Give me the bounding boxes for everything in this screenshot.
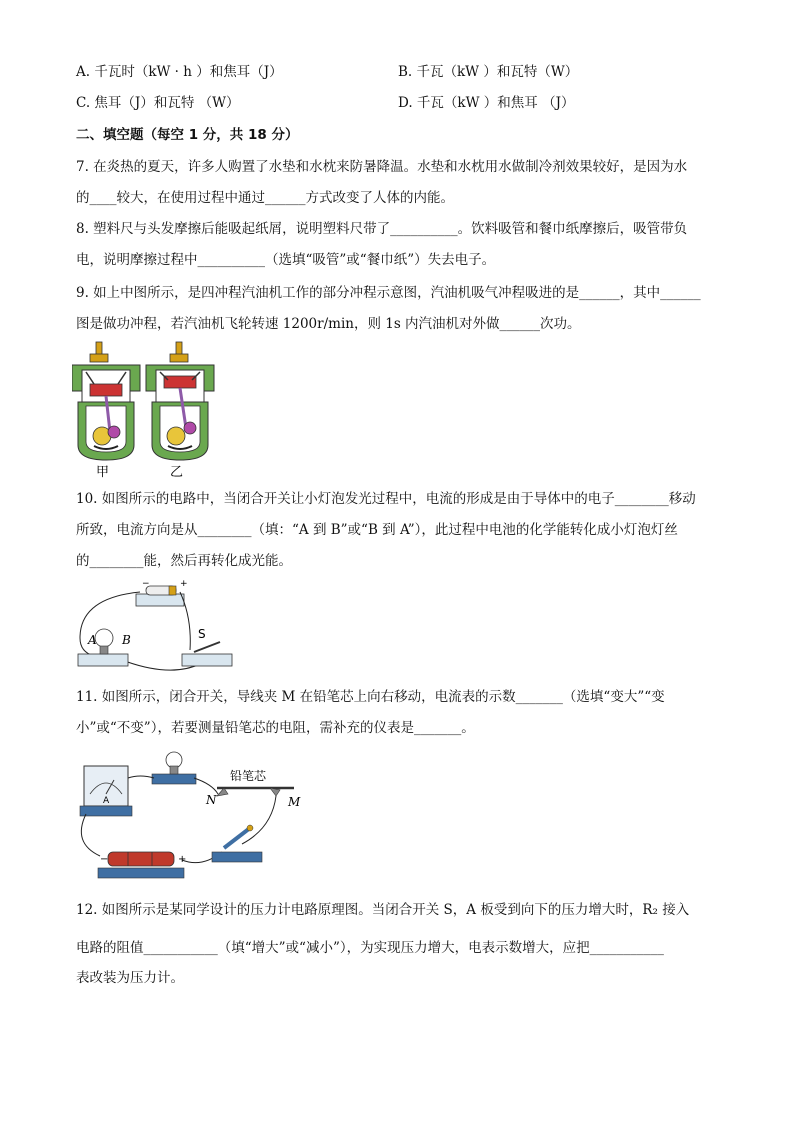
clip-n-label: N — [206, 793, 217, 807]
q7-line2: 的____较大，在使用过程中通过______方式改变了人体的内能。 — [76, 190, 454, 206]
engine-right — [146, 342, 214, 460]
q11-line1: 11. 如图所示，闭合开关，导线夹 M 在铅笔芯上向右移动，电流表的示数_______（选填“变大”“变 — [76, 689, 665, 705]
meter-label: A — [103, 796, 110, 806]
q12-line1: 12. 如图所示是某同学设计的压力计电路原理图。当闭合开关 S，A 板受到向下的压力增大时，R₂ 接入 — [76, 902, 690, 918]
q8-line1: 8. 塑料尺与头发摩擦后能吸起纸屑，说明塑料尺带了__________。饮料吸管和餐巾纸摩擦后，吸管带负 — [76, 221, 688, 237]
fig-label-right: 乙 — [170, 465, 184, 480]
battery-plus-q11: + — [178, 854, 187, 865]
battery-minus-q11: − — [100, 854, 109, 865]
option-b: B. 千瓦（kW ）和瓦特（W） — [398, 64, 579, 80]
q9-line2: 图是做功冲程，若汽油机飞轮转速 1200r/min，则 1s 内汽油机对外做______次功。 — [76, 316, 581, 332]
circuit-figure-q10 — [70, 578, 240, 678]
label-a: A — [88, 633, 97, 647]
q11-line2: 小”或“不变”），若要测量铅笔芯的电阻，需补充的仪表是_______。 — [76, 720, 475, 736]
pencil-lead-label: 铅笔芯 — [230, 769, 267, 783]
q12-line2: 电路的阻值___________（填“增大”或“减小”），为实现压力增大，电表示数增大，应把___________ — [76, 940, 664, 956]
option-c: C. 焦耳（J）和瓦特 （W） — [76, 95, 240, 111]
battery-minus: − — [142, 579, 150, 589]
q9-line1: 9. 如上中图所示，是四冲程汽油机工作的部分冲程示意图，汽油机吸气冲程吸进的是______，其中______ — [76, 285, 701, 301]
circuit-figure-q11 — [72, 748, 312, 883]
clip-m-label: M — [288, 795, 301, 809]
q12-line3: 表改装为压力计。 — [76, 970, 184, 986]
fig-label-left: 甲 — [96, 465, 110, 480]
option-d: D. 千瓦（kW ）和焦耳 （J） — [398, 95, 575, 111]
q10-line2: 所致，电流方向是从________（填：“A 到 B”或“B 到 A”），此过程中电池的化学能转化成小灯泡灯丝 — [76, 522, 678, 538]
q7-line1: 7. 在炎热的夏天，许多人购置了水垫和水枕来防暑降温。水垫和水枕用水做制冷剂效果较好，是因为水 — [76, 159, 688, 175]
section-heading: 二、填空题（每空 1 分，共 18 分） — [76, 127, 299, 143]
option-a: A. 千瓦时（kW · h ）和焦耳（J） — [76, 64, 283, 80]
engine-left — [72, 342, 140, 460]
label-b: B — [122, 633, 131, 647]
q10-line3: 的________能，然后再转化成光能。 — [76, 553, 292, 569]
label-s: S — [198, 627, 206, 641]
q10-line1: 10. 如图所示的电路中，当闭合开关让小灯泡发光过程中，电流的形成是由于导体中的电子________移动 — [76, 491, 696, 507]
engine-figure — [72, 340, 222, 480]
battery-plus: + — [180, 579, 188, 589]
q8-line2: 电，说明摩擦过程中__________（选填“吸管”或“餐巾纸”）失去电子。 — [76, 252, 496, 268]
